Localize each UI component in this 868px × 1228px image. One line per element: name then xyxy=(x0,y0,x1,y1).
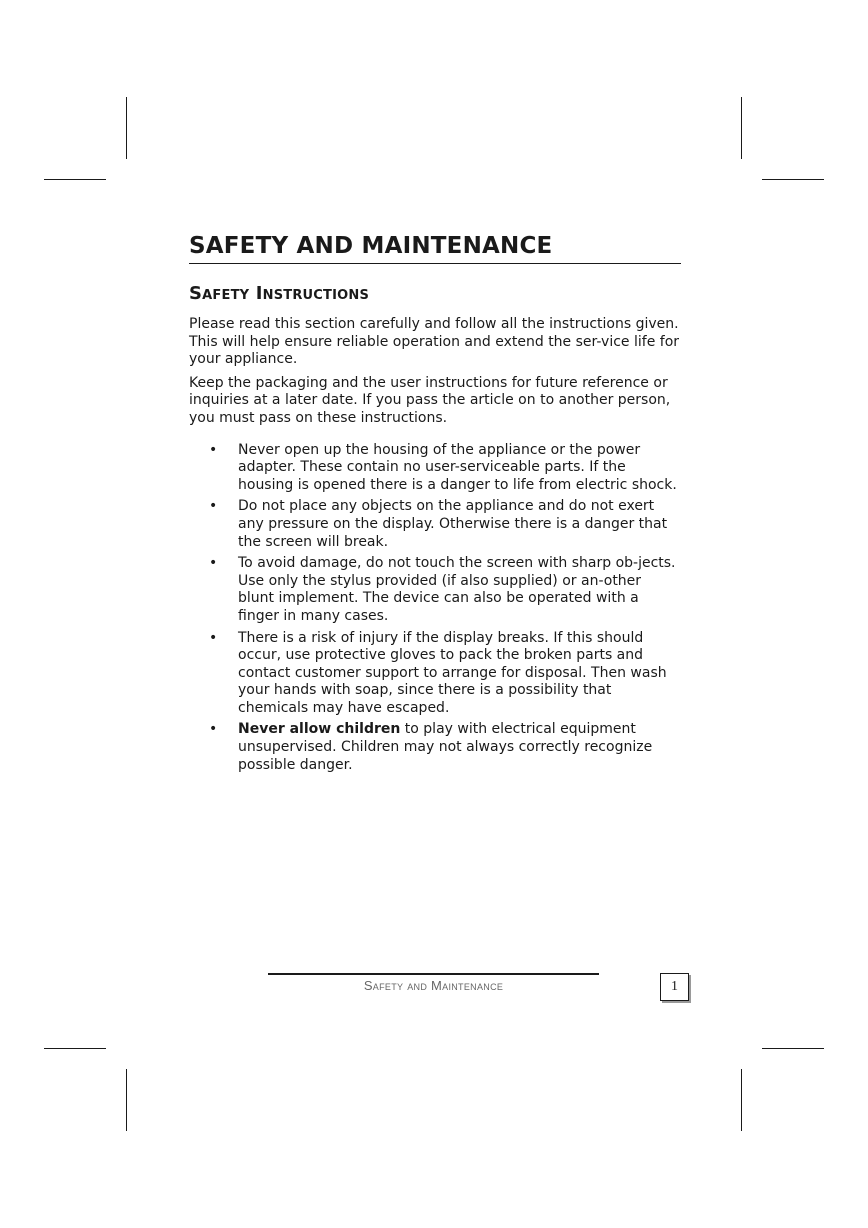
safety-list xyxy=(189,442,681,775)
crop-mark-bottom-right-vertical xyxy=(741,1069,742,1131)
list-item-text: Never open up the housing of the appliance or the power adapter. These contain no user-serviceable parts. If the housing is opened there is a danger to life from electric shock. xyxy=(238,441,677,493)
footer-section-label: Safety and Maintenance xyxy=(363,978,504,993)
list-item xyxy=(189,630,681,718)
list-item-emphasis: Never allow children xyxy=(238,721,401,738)
list-item xyxy=(189,555,681,625)
bullet-icon: • xyxy=(209,441,218,458)
bullet-icon: • xyxy=(209,629,218,646)
list-item-text: To avoid damage, do not touch the screen with sharp ob-jects. Use only the stylus provided (if also supplied) or an-other blunt implement. The device can also be operated with a finger in many cases. xyxy=(238,555,676,624)
page-title: SAFETY AND MAINTENANCE xyxy=(189,230,681,264)
list-item xyxy=(189,498,681,551)
bullet-icon: • xyxy=(209,498,218,515)
crop-mark-top-left-vertical xyxy=(126,97,127,159)
crop-mark-top-left-horizontal xyxy=(44,179,106,180)
bullet-icon: • xyxy=(209,721,218,738)
crop-mark-bottom-left-vertical xyxy=(126,1069,127,1131)
crop-mark-top-right-horizontal xyxy=(762,179,824,180)
list-item xyxy=(189,442,681,495)
crop-mark-bottom-left-horizontal xyxy=(44,1048,106,1049)
list-item-text: Do not place any objects on the appliance and do not exert any pressure on the display. Otherwise there is a danger that the screen will break. xyxy=(238,498,668,550)
page-content xyxy=(189,230,681,778)
list-item-text: to play with electrical equipment unsupervised. Children may not always correctly recognize possible danger. xyxy=(238,721,653,773)
list-item xyxy=(189,721,681,774)
list-item-text: There is a risk of injury if the display breaks. If this should occur, use protective gloves to pack the broken parts and contact customer support to arrange for disposal. Then wash your hands with soap, since there is a possibility that chemicals may have escaped. xyxy=(238,629,667,716)
packaging-paragraph: Keep the packaging and the user instructions for future reference or inquiries at a later date. If you pass the article on to another person, you must pass on these instructions. xyxy=(189,374,671,426)
crop-mark-bottom-right-horizontal xyxy=(762,1048,824,1049)
section-heading: Safety Instructions xyxy=(189,283,370,304)
footer-rule xyxy=(268,973,599,975)
page-number: 1 xyxy=(660,973,689,1001)
intro-paragraph: Please read this section carefully and follow all the instructions given. This will help ensure reliable operation and extend the ser-vice life for your appliance. xyxy=(189,316,680,368)
bullet-icon: • xyxy=(209,555,218,572)
crop-mark-top-right-vertical xyxy=(741,97,742,159)
